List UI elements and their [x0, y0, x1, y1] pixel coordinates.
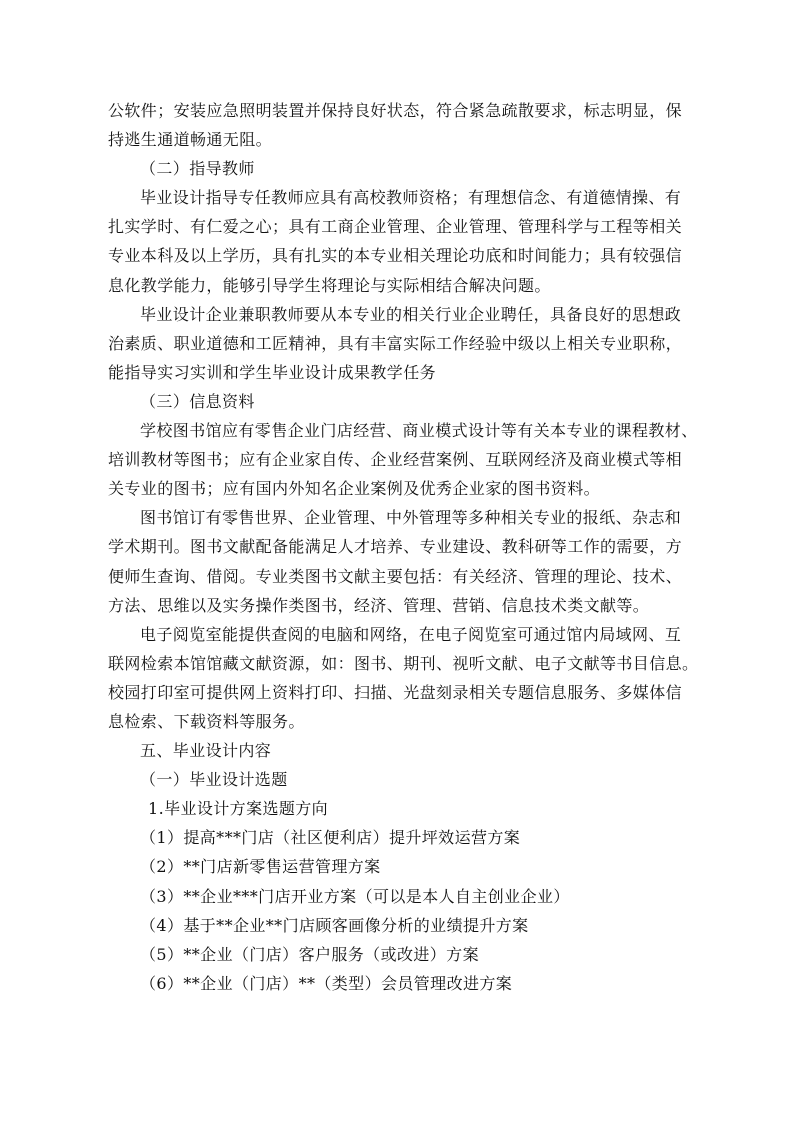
section-heading: （一）毕业设计选题: [140, 770, 288, 790]
section-heading: （二）指导教师: [140, 159, 255, 179]
document-body: [108, 96, 699, 998]
text-line: 能指导实习实训和学生毕业设计成果教学任务: [108, 362, 437, 382]
text-line: 治素质、职业道德和工匠精神，具有丰富实际工作经验中级以上相关专业职称，: [108, 333, 683, 353]
text-line: 校园打印室可提供网上资料打印、扫描、光盘刻录相关专题信息服务、多媒体信: [108, 682, 683, 702]
text-line: 息化教学能力，能够引导学生将理论与实际相结合解决问题。: [108, 275, 551, 295]
list-item: （5）**企业（门店）客户服务（或改进）方案: [140, 944, 479, 964]
text-line: 联网检索本馆馆藏文献资源，如：图书、期刊、视听文献、电子文献等书目信息。: [108, 653, 699, 673]
text-line: 持逃生通道畅通无阻。: [108, 130, 273, 150]
text-line: 息检索、下载资料等服务。: [108, 711, 305, 731]
text-line: 公软件；安装应急照明装置并保持良好状态，符合紧急疏散要求，标志明显，保: [108, 101, 683, 120]
text-line: 扎实学时、有仁爱之心；具有工商企业管理、企业管理、管理科学与工程等相关: [108, 217, 683, 237]
text-line: 关专业的图书；应有国内外知名企业案例及优秀企业家的图书资料。: [108, 479, 601, 499]
text-line: 培训教材等图书；应有企业家自传、企业经营案例、互联网经济及商业模式等相: [108, 450, 683, 470]
text-line: 学术期刊。图书文献配备能满足人才培养、专业建设、教科研等工作的需要，方: [108, 537, 683, 557]
list-item: （1）提高***门店（社区便利店）提升坪效运营方案: [140, 828, 521, 848]
text-line: 毕业设计指导专任教师应具有高校教师资格；有理想信念、有道德情操、有: [140, 188, 682, 208]
subsection-heading: 1.毕业设计方案选题方向: [148, 799, 329, 819]
list-item: （3）**企业***门店开业方案（可以是本人自主创业企业）: [140, 886, 570, 906]
text-line: 便师生查询、借阅。专业类图书文献主要包括：有关经济、管理的理论、技术、: [108, 566, 683, 586]
chapter-heading: 五、毕业设计内容: [140, 741, 272, 761]
text-line: 电子阅览室能提供查阅的电脑和网络，在电子阅览室可通过馆内局域网、互: [140, 624, 682, 644]
text-line: 专业本科及以上学历，具有扎实的本专业相关理论功底和时间能力；具有较强信: [108, 246, 683, 266]
text-line: 图书馆订有零售世界、企业管理、中外管理等多种相关专业的报纸、杂志和: [140, 508, 682, 528]
text-line: 毕业设计企业兼职教师要从本专业的相关行业企业聘任，具备良好的思想政: [140, 304, 682, 324]
text-line: 方法、思维以及实务操作类图书，经济、管理、营销、信息技术类文献等。: [108, 595, 650, 615]
list-item: （6）**企业（门店）**（类型）会员管理改进方案: [140, 973, 513, 993]
list-item: （4）基于**企业**门店顾客画像分析的业绩提升方案: [140, 915, 529, 935]
section-heading: （三）信息资料: [140, 391, 255, 411]
text-line: 学校图书馆应有零售企业门店经营、商业模式设计等有关本专业的课程教材、: [140, 421, 698, 441]
list-item: （2）**门店新零售运营管理方案: [140, 857, 381, 877]
